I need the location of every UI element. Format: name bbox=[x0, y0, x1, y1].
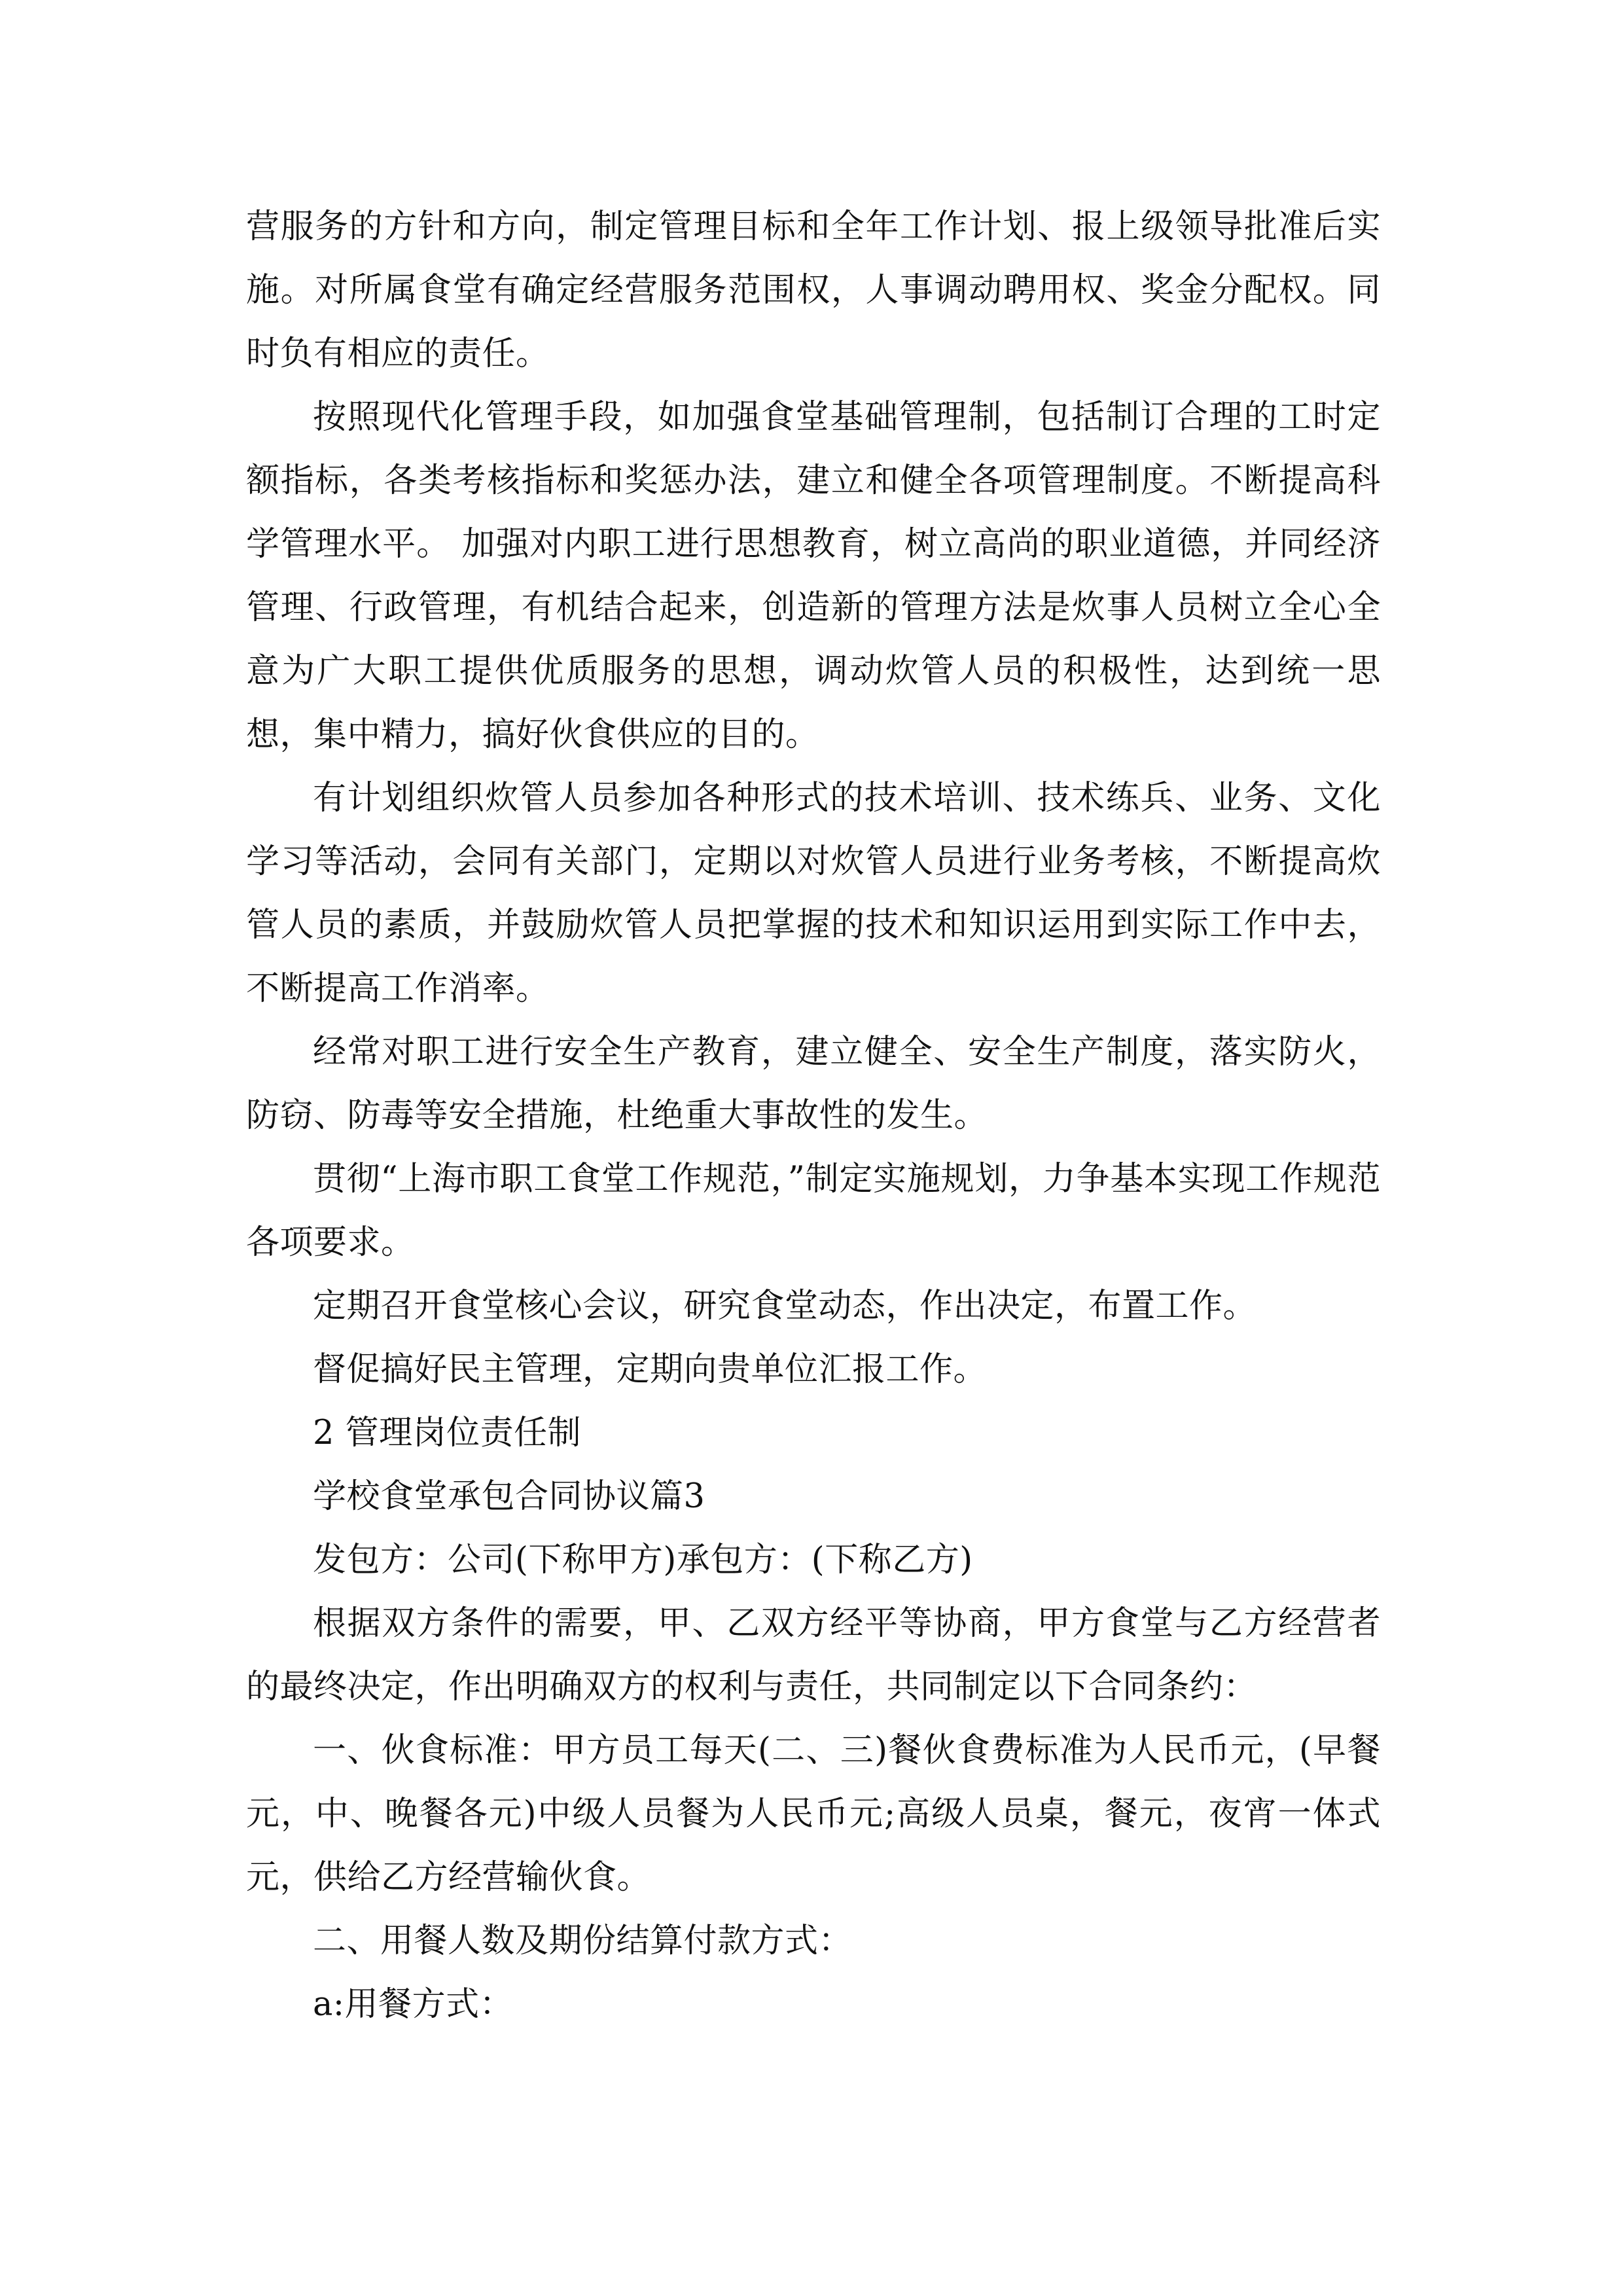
paragraph: 根据双方条件的需要，甲、乙双方经平等协商，甲方食堂与乙方经营者的最终决定，作出明确双方的权利与责任，共同制定以下合同条约： bbox=[246, 1604, 1381, 1706]
document-body bbox=[246, 195, 1381, 2036]
paragraph: a:用餐方式： bbox=[313, 1985, 514, 2024]
section-heading: 2 管理岗位责任制 bbox=[313, 1414, 582, 1452]
paragraph: 一、伙食标准：甲方员工每天(二、三)餐伙食费标准为人民币元，(早餐元，中、晚餐各元)中级人员餐为人民币元;高级人员桌，餐元，夜宵一体式元，供给乙方经营输伙食。 bbox=[246, 1731, 1381, 1897]
paragraph: 发包方：公司(下称甲方)承包方：(下称乙方) bbox=[313, 1541, 973, 1579]
paragraph: 营服务的方针和方向，制定管理目标和全年工作计划、报上级领导批准后实施。对所属食堂有确定经营服务范围权，人事调动聘用权、奖金分配权。同时负有相应的责任。 bbox=[246, 207, 1381, 373]
paragraph: 二、用餐人数及期份结算付款方式： bbox=[313, 1922, 853, 1960]
paragraph: 贯彻“上海市职工食堂工作规范，”制定实施规划，力争基本实现工作规范各项要求。 bbox=[246, 1160, 1381, 1262]
paragraph: 定期召开食堂核心会议，研究食堂动态，作出决定，布置工作。 bbox=[313, 1287, 1257, 1325]
section-heading: 学校食堂承包合同协议篇3 bbox=[313, 1477, 705, 1516]
paragraph: 有计划组织炊管人员参加各种形式的技术培训、技术练兵、业务、文化学习等活动，会同有关部门，定期以对炊管人员进行业务考核，不断提高炊管人员的素质，并鼓励炊管人员把掌握的技术和知识运用到实际工作中去，不断提高工作消率。 bbox=[246, 779, 1381, 1008]
paragraph: 督促搞好民主管理，定期向贵单位汇报工作。 bbox=[313, 1350, 988, 1389]
paragraph: 按照现代化管理手段，如加强食堂基础管理制，包括制订合理的工时定额指标，各类考核指标和奖惩办法，建立和健全各项管理制度。不断提高科学管理水平。 加强对内职工进行思想教育，树立高尚的职业道德，并同经济管理、行政管理，有机结合起来，创造新的管理方法是炊事人员树立全心全意为广大职工提供优质服务的思想，调动炊管人员的积极性，达到统一思想，集中精力，搞好伙食供应的目的。 bbox=[246, 398, 1381, 754]
paragraph: 经常对职工进行安全生产教育，建立健全、安全生产制度，落实防火，防窃、防毒等安全措施，杜绝重大事故性的发生。 bbox=[246, 1033, 1381, 1135]
